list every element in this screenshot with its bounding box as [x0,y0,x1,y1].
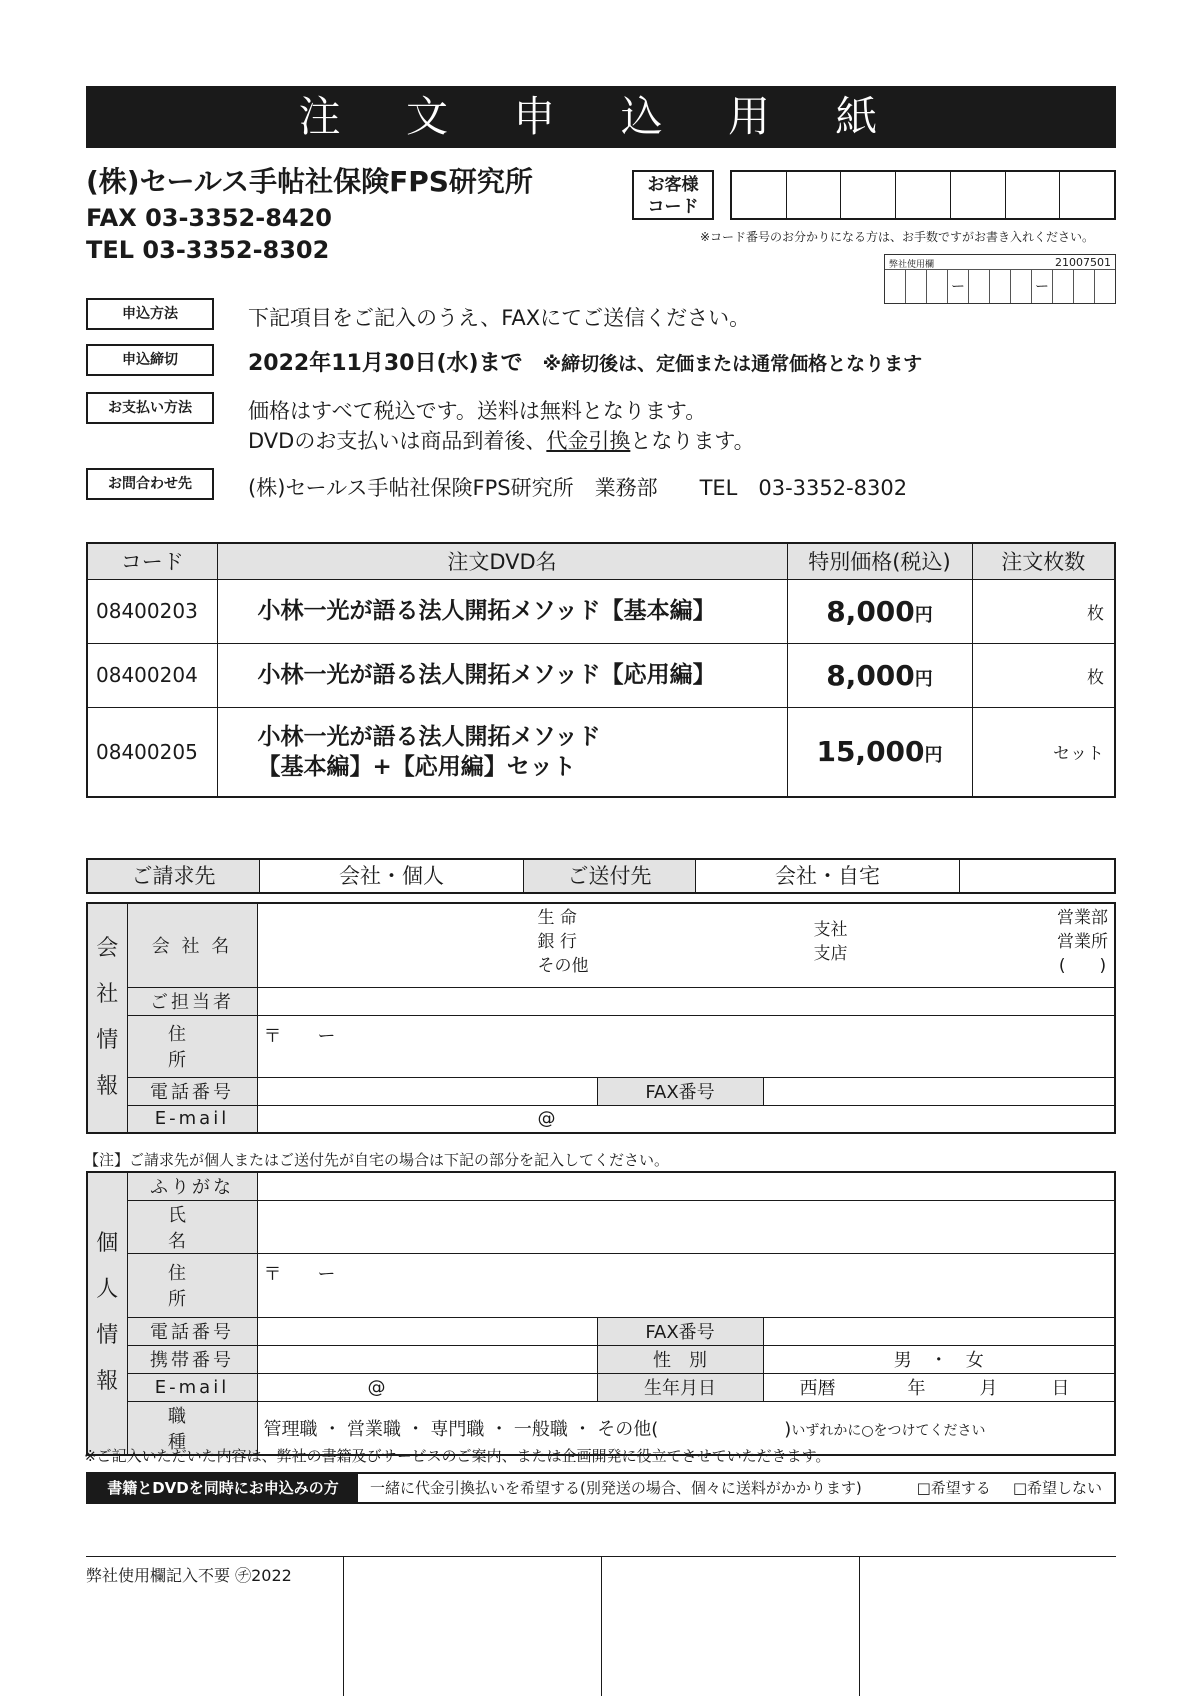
payment-label: お支払い方法 [86,392,214,424]
privacy-note: ※ご記入いただいた内容は、弊社の書籍及びサービスのご案内、または企画開発に役立てさせていただきます。 [84,1447,831,1465]
name-input[interactable] [257,1200,1115,1253]
contact-label: お問合わせ先 [86,468,214,500]
office-code: 21007501 [1055,256,1111,269]
personal-info-table: 個 人 情 報 ふりがな 氏 名 住 所 〒 ー 電話番号 FAX番号 携帯番号 性 別 男 ・ 女 E-mail @ 生年月日 西暦 年 月 日 職 種 管理職 ・ 営業職 ・ 専門職 ・ 一般職 ・ その他( )いずれかに○をつけてください [86,1171,1116,1456]
personal-phone-input[interactable] [257,1317,597,1345]
payment-text: 価格はすべて税込です。送料は無料となります。 DVDのお支払いは商品到着後、代金引換となります。 [248,399,755,453]
table-row: 08400204 小林一光が語る法人開拓メソッド【応用編】 8,000円 枚 [87,643,1115,707]
gender-options[interactable]: 男 ・ 女 [763,1345,1115,1373]
company-phone-input[interactable] [257,1077,597,1105]
method-text: 下記項目をご記入のうえ、FAXにてご送信ください。 [248,306,751,330]
table-row: 08400205 小林一光が語る法人開拓メソッド 【基本編】+【応用編】セット 15,000円 セット [87,707,1115,797]
furigana-input[interactable] [257,1172,1115,1200]
personal-fax-input[interactable] [763,1317,1115,1345]
billing-row: ご請求先 会社・個人 ご送付先 会社・自宅 [86,858,1116,894]
company-name: (株)セールス手帖社保険FPS研究所 [86,165,533,198]
qty-input[interactable]: 枚 [972,579,1115,643]
order-table: コード 注文DVD名 特別価格(税込) 注文枚数 08400203 小林一光が語る法人開拓メソッド【基本編】 8,000円 枚 08400204 小林一光が語る法人開拓メソッド【応用編】 8,000円 枚 08400205 小林一光が語る法人開拓メソッド 【基本編】+【応用編】セット 15,000円 セット [86,542,1116,798]
qty-input[interactable]: 枚 [972,643,1115,707]
customer-code-note: ※コード番号のお分かりになる方は、お手数ですがお書き入れください。 [700,230,1095,244]
personal-note: 【注】ご請求先が個人またはご送付先が自宅の場合は下記の部分を記入してください。 [84,1151,670,1169]
combo-row: 書籍とDVDを同時にお申込みの方 一緒に代金引換払いを希望する(別発送の場合、個々に送料がかかります) □希望する □希望しない [86,1472,1116,1504]
combo-no-checkbox[interactable]: □希望しない [1012,1479,1102,1497]
company-email-input[interactable]: @ [257,1105,1115,1133]
tel-number: TEL 03-3352-8302 [86,236,330,264]
company-info-side: 会 社 情 報 [87,903,127,1133]
office-use-box: 弊社使用欄 21007501 ー ー [884,254,1116,304]
personal-address-input[interactable]: 〒 ー [257,1253,1115,1317]
personal-email-input[interactable]: @ [257,1373,597,1401]
combo-yes-checkbox[interactable]: □希望する [916,1479,991,1497]
form-title: 注 文 申 込 用 紙 [86,86,1116,148]
birthdate-input[interactable]: 西暦 年 月 日 [763,1373,1115,1401]
contact-text: (株)セールス手帖社保険FPS研究所 業務部 TEL 03-3352-8302 [248,476,908,500]
deadline-label: 申込締切 [86,344,214,376]
personal-info-side: 個 人 情 報 [87,1172,127,1455]
deadline-text: 2022年11月30日(水)まで ※締切後は、定価または通常価格となります [248,351,923,376]
company-address-input[interactable]: 〒 ー [257,1015,1115,1077]
company-fax-input[interactable] [763,1077,1115,1105]
fax-number: FAX 03-3352-8420 [86,204,332,232]
company-info-table: 会 社 情 報 会 社 名 生 命 銀 行 その他 支社 支店 営業部 営業所 ( ) ご担当者 住 所 〒 ー 電話番号 FAX番号 E-mail @ [86,902,1116,1134]
contact-person-input[interactable] [257,987,1115,1015]
ship-options[interactable]: 会社・自宅 [696,860,960,892]
qty-input[interactable]: セット [972,707,1115,797]
customer-code-label: お客様 コード [632,170,714,220]
method-label: 申込方法 [86,298,214,330]
office-use-footer: 弊社使用欄記入不要 ㋠2022 [86,1556,1116,1696]
mobile-input[interactable] [257,1345,597,1373]
job-options[interactable]: 管理職 ・ 営業職 ・ 専門職 ・ 一般職 ・ その他( )いずれかに○をつけてください [257,1401,1115,1455]
company-name-input[interactable]: 生 命 銀 行 その他 支社 支店 営業部 営業所 ( ) [257,903,1115,987]
table-row: 08400203 小林一光が語る法人開拓メソッド【基本編】 8,000円 枚 [87,579,1115,643]
bill-options[interactable]: 会社・個人 [260,860,524,892]
customer-code-input[interactable] [730,170,1116,220]
